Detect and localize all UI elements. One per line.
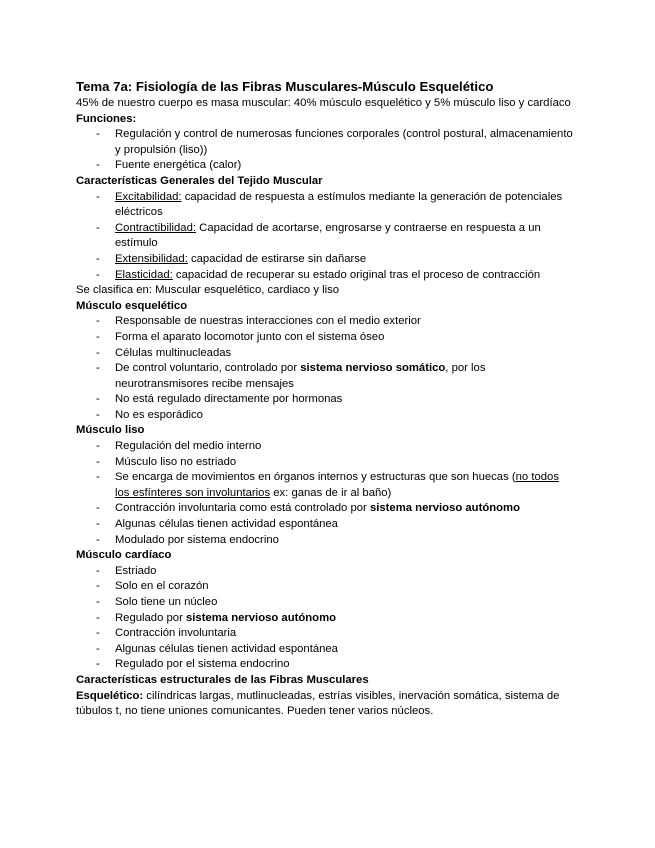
list-item: - Forma el aparato locomotor junto con el sistema óseo bbox=[76, 330, 576, 346]
liso-heading: Músculo liso bbox=[76, 424, 145, 437]
bullet-dash: - bbox=[96, 190, 100, 203]
bullet-dash: - bbox=[96, 580, 100, 593]
list-item: - Solo tiene un núcleo bbox=[76, 595, 576, 611]
funciones-heading: Funciones: bbox=[76, 112, 137, 125]
list-item: - Regulado por el sistema endocrino bbox=[76, 657, 576, 673]
bold-term: sistema nervioso somático bbox=[300, 362, 446, 375]
list-item: - Células multinucleadas bbox=[76, 346, 576, 362]
bullet-dash: - bbox=[96, 128, 100, 141]
esqueletico-label: Esquelético: bbox=[76, 689, 144, 702]
bullet-dash: - bbox=[96, 502, 100, 515]
estructurales-heading: Características estructurales de las Fibras Musculares bbox=[76, 673, 369, 686]
caracteristicas-heading: Características Generales del Tejido Muscular bbox=[76, 174, 323, 187]
list-item: - Fuente energética (calor) bbox=[76, 158, 576, 174]
bold-term: sistema nervioso autónomo bbox=[369, 502, 520, 515]
caracteristicas-list bbox=[76, 190, 576, 284]
list-item: - Extensibilidad: capacidad de estirarse sin dañarse bbox=[76, 252, 576, 268]
list-item: - Elasticidad: capacidad de recuperar su estado original tras el proceso de contracción bbox=[76, 268, 576, 284]
estructurales-paragraph: Esquelético: cilíndricas largas, mutlinucleadas, estrías visibles, inervación somática, sistema de túbulos t, no tiene uniones comunicantes. Pueden tener varios núcleos. bbox=[76, 689, 560, 718]
bold-term: sistema nervioso autónomo bbox=[185, 611, 337, 624]
bullet-dash: - bbox=[96, 642, 100, 655]
bullet-dash: - bbox=[96, 440, 100, 453]
esqueletico-heading: Músculo esquelético bbox=[76, 299, 188, 312]
list-item: - Solo en el corazón bbox=[76, 579, 576, 595]
term-extensibilidad: Extensibilidad: bbox=[115, 252, 188, 265]
document-body bbox=[76, 78, 576, 720]
list-item: - No es esporádico bbox=[76, 408, 576, 424]
bullet-dash: - bbox=[96, 627, 100, 640]
bullet-dash: - bbox=[96, 268, 100, 281]
document-title: Tema 7a: Fisiología de las Fibras Musculares-Músculo Esquelético bbox=[76, 79, 494, 94]
list-item: - No está regulado directamente por hormonas bbox=[76, 392, 576, 408]
list-item: - Algunas células tienen actividad espontánea bbox=[76, 642, 576, 658]
list-item: - Regulación y control de numerosas funciones corporales (control postural, almacenamiento y propulsión (liso)) bbox=[96, 128, 573, 156]
list-item: - Se encarga de movimientos en órganos internos y estructuras que son huecas (no todos los esfínteres son involuntarios ex: ganas de ir al baño) bbox=[96, 471, 559, 499]
bullet-dash: - bbox=[96, 611, 100, 624]
liso-list bbox=[76, 439, 576, 548]
list-item: - Excitabilidad: capacidad de respuesta a estímulos mediante la generación de potenciales eléctricos bbox=[96, 190, 563, 219]
term-elasticidad: Elasticidad: bbox=[115, 268, 173, 281]
bullet-dash: - bbox=[96, 564, 100, 577]
list-item: - Contracción involuntaria bbox=[76, 626, 576, 642]
list-item: - Modulado por sistema endocrino bbox=[76, 533, 576, 549]
list-item: - Regulado por sistema nervioso autónomo bbox=[76, 611, 576, 627]
list-item: - Estriado bbox=[76, 564, 576, 580]
bullet-dash: - bbox=[96, 518, 100, 531]
list-item: - Responsable de nuestras interacciones con el medio exterior bbox=[76, 314, 576, 330]
bullet-dash: - bbox=[96, 393, 100, 406]
list-item: - Regulación del medio interno bbox=[76, 439, 576, 455]
bullet-dash: - bbox=[96, 362, 100, 375]
underlined-note: no todos los esfínteres son involuntarios bbox=[115, 471, 559, 499]
bullet-dash: - bbox=[96, 658, 100, 671]
cardiaco-heading: Músculo cardíaco bbox=[76, 549, 172, 562]
bullet-dash: - bbox=[96, 455, 100, 468]
bullet-dash: - bbox=[96, 533, 100, 546]
funciones-list bbox=[76, 127, 576, 174]
bullet-dash: - bbox=[96, 330, 100, 343]
term-contractibilidad: Contractibilidad: bbox=[115, 221, 197, 234]
list-item: - Algunas células tienen actividad espontánea bbox=[76, 517, 576, 533]
cardiaco-list bbox=[76, 564, 576, 673]
bullet-dash: - bbox=[96, 221, 100, 234]
intro-paragraph: 45% de nuestro cuerpo es masa muscular: 40% músculo esquelético y 5% músculo liso y cardíaco bbox=[76, 97, 571, 109]
list-item: - Contracción involuntaria como está controlado por sistema nervioso autónomo bbox=[76, 501, 576, 517]
bullet-dash: - bbox=[96, 408, 100, 421]
bullet-dash: - bbox=[96, 159, 100, 172]
bullet-dash: - bbox=[96, 346, 100, 359]
esqueletico-list bbox=[76, 314, 576, 423]
list-item: - De control voluntario, controlado por sistema nervioso somático, por los neurotransmisores recibe mensajes bbox=[96, 362, 486, 390]
bullet-dash: - bbox=[96, 471, 100, 484]
clasifica-paragraph: Se clasifica en: Muscular esquelético, cardiaco y liso bbox=[76, 284, 340, 297]
list-item: - Contractibilidad: Capacidad de acortarse, engrosarse y contraerse en respuesta a un estímulo bbox=[96, 221, 541, 250]
term-excitabilidad: Excitabilidad: bbox=[115, 190, 182, 203]
bullet-dash: - bbox=[96, 252, 100, 265]
bullet-dash: - bbox=[96, 596, 100, 608]
list-item: - Músculo liso no estriado bbox=[76, 455, 576, 471]
bullet-dash: - bbox=[96, 315, 100, 328]
